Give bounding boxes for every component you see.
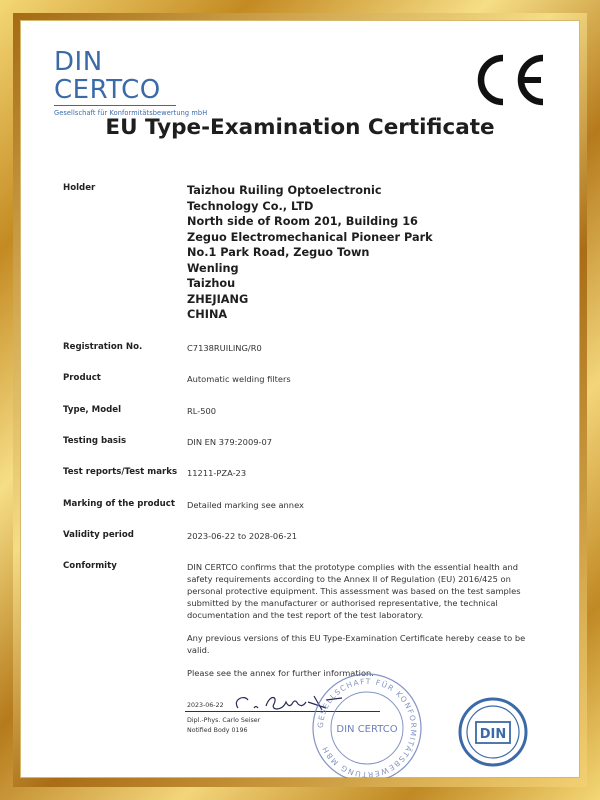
- seal-ring-text: GESELLSCHAFT FÜR KONFORMITÄTSBEWERTUNG MBH: [315, 676, 419, 780]
- holder-line: Wenling: [187, 261, 239, 275]
- field-value: 11211-PZA-23: [187, 468, 247, 478]
- field-label: Product: [63, 373, 101, 383]
- field-value: Detailed marking see annex: [187, 500, 304, 510]
- holder-line: No.1 Park Road, Zeguo Town: [187, 246, 370, 259]
- ce-mark-icon: [465, 50, 555, 110]
- field-value: Automatic welding filters: [187, 374, 291, 384]
- field-label: Registration No.: [63, 342, 143, 352]
- field-value: DIN EN 379:2009-07: [187, 437, 273, 447]
- signatory-name: Dipl.-Phys. Carlo Seiser: [187, 717, 261, 724]
- holder-label: Holder: [63, 183, 96, 193]
- holder-address: [187, 183, 527, 323]
- seal-center-text: DIN CERTCO: [336, 724, 398, 735]
- conformity-paragraph: Please see the annex for further information.: [187, 668, 374, 678]
- logo-wordmark: DIN CERTCO: [54, 47, 161, 105]
- conformity-label: Conformity: [63, 561, 117, 571]
- field-label: Validity period: [63, 530, 134, 540]
- din-mark-icon: [453, 692, 533, 772]
- notified-body: Notified Body 0196: [187, 727, 248, 734]
- field-label: Test reports/Test marks: [63, 467, 178, 477]
- holder-line: North side of Room 201, Building 16: [187, 215, 418, 228]
- field-label: Type, Model: [63, 405, 122, 415]
- logo-subtitle: Gesellschaft für Konformitätsbewertung mbH: [54, 109, 208, 117]
- din-certco-logo: [54, 47, 214, 117]
- field-value: C7138RUILING/R0: [187, 343, 262, 353]
- holder-line: Taizhou: [187, 277, 236, 290]
- conformity-paragraph: DIN CERTCO confirms that the prototype complies with the essential health and safety requirements according to the Annex II of Regulation (EU) 2016/425 on personal protective equipment. This assessment was based on the test samples submitted by the manufacturer or authorised representative, the technical documentation and the test report of the test laboratory.: [187, 562, 521, 620]
- certificate-page: [20, 20, 580, 778]
- field-value: RL-500: [187, 406, 217, 416]
- holder-line: Taizhou Ruiling Optoelectronic: [187, 184, 382, 197]
- field-label: Testing basis: [63, 436, 127, 446]
- field-label: Marking of the product: [63, 499, 175, 509]
- holder-line: Zeguo Electromechanical Pioneer Park: [187, 230, 433, 244]
- signature-date: 2023-06-22: [187, 702, 224, 709]
- holder-line: Technology Co., LTD: [187, 199, 314, 213]
- din-mark-text: DIN: [479, 727, 507, 742]
- signature-name-block: [187, 716, 260, 736]
- logo-underline: [54, 105, 176, 106]
- field-value: 2023-06-22 to 2028-06-21: [187, 531, 298, 541]
- holder-line: CHINA: [187, 308, 228, 321]
- certco-seal-stamp: [307, 668, 427, 778]
- conformity-paragraph: Any previous versions of this EU Type-Examination Certificate hereby cease to be valid.: [187, 633, 526, 655]
- page-title: EU Type-Examination Certificate: [105, 115, 495, 140]
- holder-line: ZHEJIANG: [187, 292, 249, 306]
